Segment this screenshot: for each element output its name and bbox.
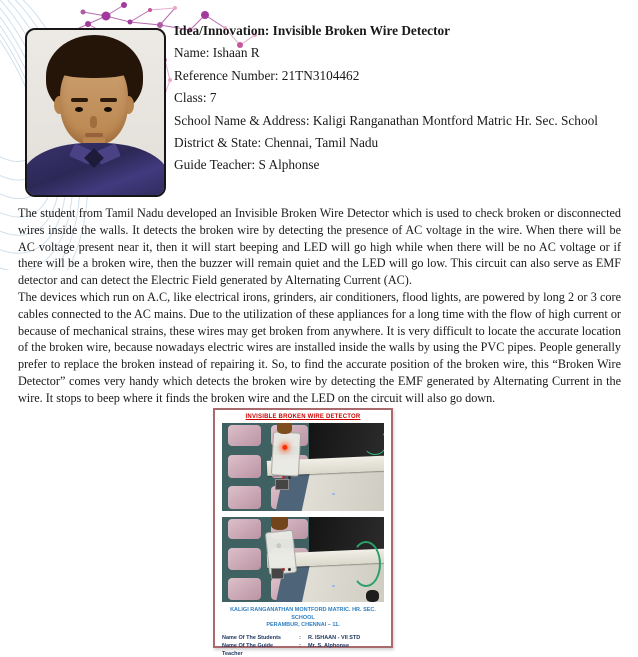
student-photo (25, 28, 166, 197)
tile (228, 578, 260, 600)
portrait-hair-fringe (56, 52, 132, 78)
row-value: Mr. S. Alphonse (308, 642, 350, 649)
green-wire (351, 541, 381, 588)
detector-device (271, 431, 301, 477)
student-info-block (174, 20, 632, 177)
tile (228, 425, 260, 446)
project-figure-frame (213, 408, 393, 657)
reference-number-line: Reference Number: 21TN3104462 (174, 67, 360, 83)
portrait-eyebrow (71, 98, 88, 102)
figure-school-caption (222, 607, 384, 630)
portrait-eye (104, 107, 112, 112)
school-caption-line-2: PERAMBUR, CHENNAI – 11. (266, 622, 340, 628)
led-indicator-off (277, 543, 282, 548)
portrait-eye (75, 107, 83, 112)
portrait-nose (90, 116, 97, 128)
school-caption-line-1: KALIGI RANGANATHAN MONTFORD MATRIC. HR. SEC. SCHOOL (230, 607, 376, 621)
guide-teacher-row (222, 642, 384, 657)
tile (228, 519, 260, 539)
row-separator: : (299, 642, 301, 649)
class-line: Class: 7 (174, 90, 217, 106)
green-wire (363, 430, 384, 455)
description-paragraph-2: The devices which run on A.C, like electrical irons, grinders, air conditioners, flood lights, are powered by long 2 or 3 core cables connected to the AC mains. Due to the utilization of these appliances for a long time with the flow of high current or because of mechanical strains, these wires may get broken from anywhere. It is very difficult to locate the accurate location of the broken wire, because nowadays electric wires are installed inside the walls by using the PVC pipes. People generally prefer to replace the broken instead of repairing it. So, to find the accurate position of the broken wire, this “Broken Wire Detector” comes very handy which detects the broken wire by detecting the EMF generated by Alternating Current in the wire. It stops to beep where it finds the broken wire and the LED on the circuit will also go down. (18, 289, 621, 405)
idea-title: Idea/Innovation: Invisible Broken Wire Detector (174, 23, 451, 38)
student-name-line: Name: Ishaan R (174, 45, 260, 61)
portrait-eyebrow (100, 98, 117, 102)
component-mark (282, 476, 285, 479)
figure-title: INVISIBLE BROKEN WIRE DETECTOR (245, 414, 361, 420)
row-label: Name Of The Students (222, 634, 281, 641)
hand (277, 423, 292, 434)
component-mark (282, 568, 285, 571)
portrait-mouth (85, 133, 103, 137)
school-name-line: School Name & Address: Kaligi Ranganathan Montford Matric Hr. Sec. School (174, 112, 598, 128)
description-text (18, 205, 621, 407)
led-indicator-on (283, 444, 288, 449)
clamp (275, 479, 288, 490)
row-label: Name Of The Guide Teacher (222, 642, 274, 657)
tile (228, 455, 260, 478)
row-value: R. ISHAAN - VII STD (308, 634, 361, 641)
guide-teacher-line: Guide Teacher: S Alphonse (174, 157, 320, 173)
figure-name-rows (222, 634, 384, 657)
dark-object (366, 590, 379, 602)
speck (332, 493, 335, 495)
row-separator: : (299, 634, 301, 641)
student-name-row (222, 634, 384, 642)
speck (332, 585, 335, 587)
district-state-line: District & State: Chennai, Tamil Nadu (174, 135, 379, 151)
tile (228, 548, 260, 570)
description-paragraph-1: The student from Tamil Nadu developed an Invisible Broken Wire Detector which is used to check broken or disconnected wires inside the walls. It detects the broken wire by detecting the presence of AC voltage in the wire. When there will be AC voltage present near it, then it will start beeping and LED will go high while when there will be no AC voltage or if there will be a broken wire, then the buzzer will remain quiet and the LED will go low. This circuit can also serve as EMF detector and can detect the Electric Field generated by Alternating Current (AC). (18, 206, 621, 288)
tile (228, 486, 260, 509)
device-photo-2 (222, 517, 384, 602)
device-photo-1 (222, 423, 384, 511)
hand (271, 517, 289, 530)
